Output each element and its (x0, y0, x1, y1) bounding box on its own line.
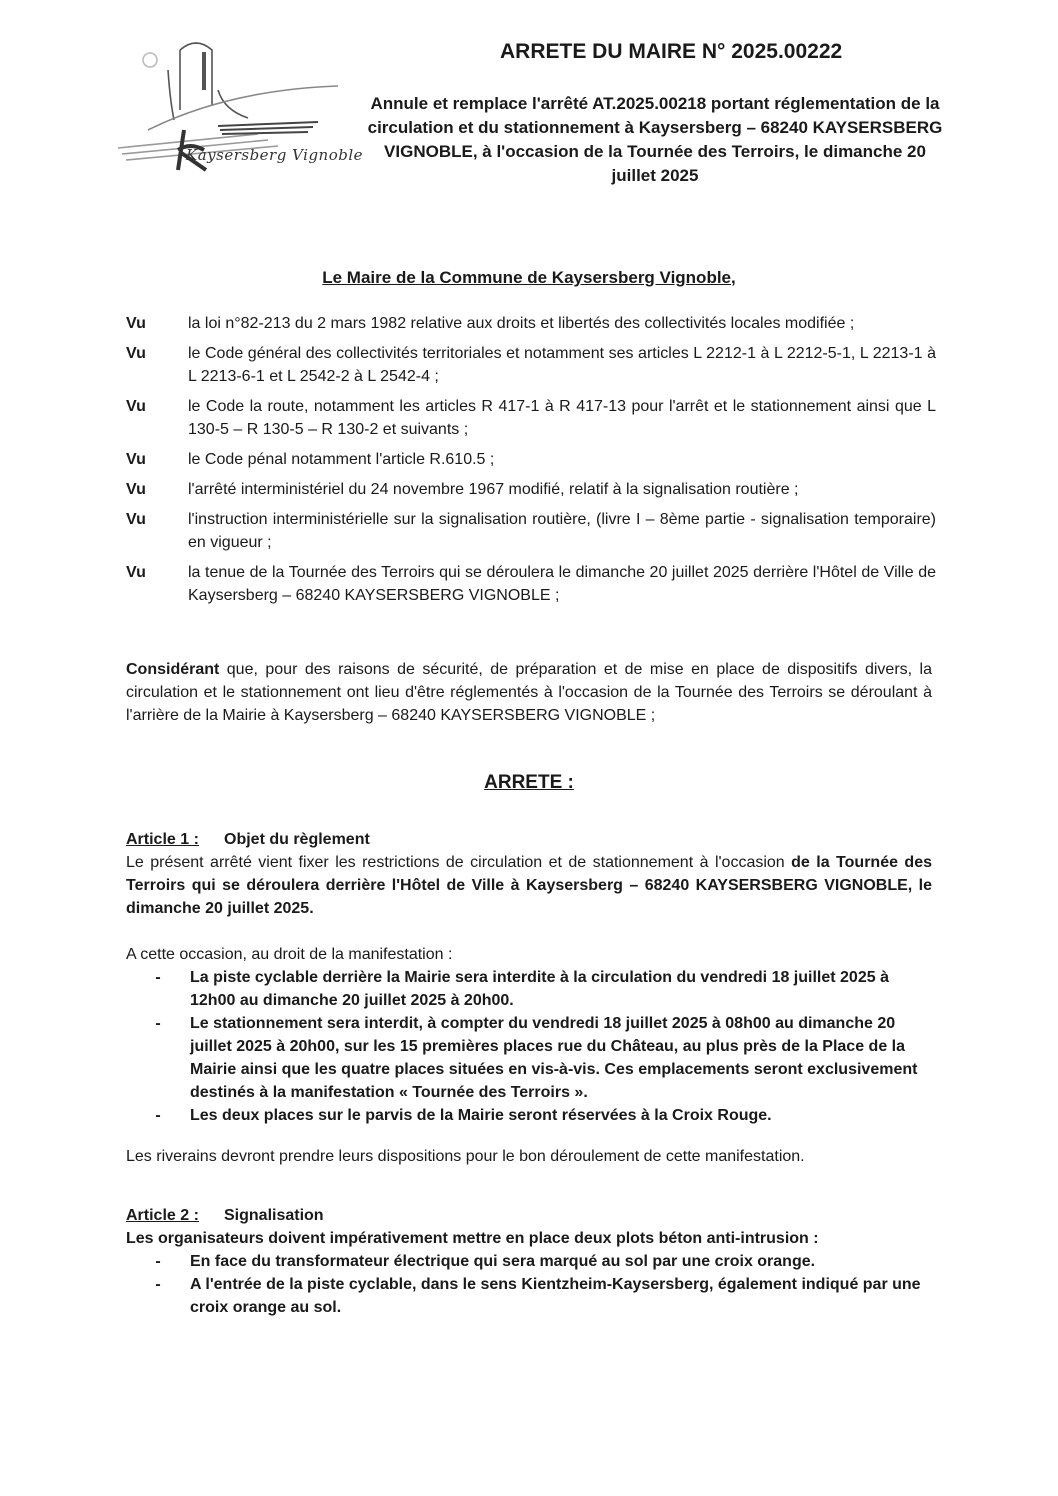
article-2 (126, 1204, 932, 1319)
vu-text: l'instruction interministérielle sur la signalisation routière, (livre I – 8ème partie - signalisation temporaire) en vigueur ; (188, 511, 936, 551)
considerant-paragraph (126, 658, 932, 727)
article-2-number: Article 2 : (126, 1207, 199, 1224)
vu-label: Vu (126, 481, 146, 498)
vu-text: la tenue de la Tournée des Terroirs qui se déroulera le dimanche 20 juillet 2025 derrière l'Hôtel de Ville de Kaysersberg – 68240 KAYSERSBERG VIGNOBLE ; (188, 564, 936, 604)
dash-bullet: - (155, 969, 161, 986)
list-item (126, 1104, 932, 1127)
vu-item (126, 448, 936, 471)
vu-text: le Code la route, notamment les articles R 417-1 à R 417-13 pour l'arrêt et le stationnement ainsi que L 130-5 – R 130-5 – R 130-2 et suivants ; (188, 398, 936, 438)
list-item-text: La piste cyclable derrière la Mairie sera interdite à la circulation du vendredi 18 juillet 2025 à 12h00 au dimanche 20 juillet 2025 à 20h00. (190, 969, 889, 1009)
arrete-heading: ARRETE : (484, 772, 574, 793)
article-1-lead: A cette occasion, au droit de la manifestation : (126, 946, 453, 963)
list-item-text: Le stationnement sera interdit, à compter du vendredi 18 juillet 2025 à 08h00 au dimanche 20 juillet 2025 à 20h00, sur les 15 premières places rue du Château, au plus près de la Place de la Mairie ainsi que les quatre places situées en vis-à-vis. Ces emplacements seront exclusivement destinés à la manifestation « Tournée des Terroirs ». (190, 1015, 918, 1101)
vu-item (126, 312, 936, 335)
logo-text: Kaysersberg Vignoble (186, 146, 364, 164)
vu-label: Vu (126, 398, 146, 415)
vu-label: Vu (126, 345, 146, 362)
vu-text: le Code général des collectivités territoriales et notamment ses articles L 2212-1 à L 2212-5-1, L 2213-1 à L 2213-6-1 et L 2542-2 à L 2542-4 ; (188, 345, 936, 385)
page-title: ARRETE DU MAIRE N° 2025.00222 (500, 40, 843, 63)
article-1-number: Article 1 : (126, 831, 199, 848)
dash-bullet: - (155, 1253, 161, 1270)
vu-text: l'arrêté interministériel du 24 novembre 1967 modifié, relatif à la signalisation routière ; (188, 481, 799, 498)
article-1-list (126, 966, 932, 1127)
vu-label: Vu (126, 564, 146, 581)
vu-text: le Code pénal notamment l'article R.610.5 ; (188, 451, 495, 468)
vu-item (126, 561, 936, 607)
page-subtitle: Annule et remplace l'arrêté AT.2025.00218 portant réglementation de la circulation et du stationnement à Kaysersberg – 68240 KAYSERSBERG VIGNOBLE, à l'occasion de la Tournée des Terroirs, le dimanche 20 juillet 2025 (367, 94, 943, 185)
vu-text: la loi n°82-213 du 2 mars 1982 relative aux droits et libertés des collectivités locales modifiée ; (188, 315, 855, 332)
article-1 (126, 828, 932, 1168)
dash-bullet: - (155, 1107, 161, 1124)
article-2-heading (126, 1204, 932, 1227)
article-2-title: Signalisation (224, 1207, 324, 1224)
article-1-intro-bold: de la Tournée des Terroirs qui se déroulera derrière l'Hôtel de Ville à Kaysersberg – 68240 KAYSERSBERG VIGNOBLE, le dimanche 20 juillet 2025. (126, 854, 933, 917)
vu-item (126, 478, 936, 501)
vu-label: Vu (126, 315, 146, 332)
article-1-intro (126, 851, 932, 920)
dash-bullet: - (155, 1276, 161, 1293)
vu-list (126, 312, 936, 614)
list-item (126, 966, 932, 1012)
maire-heading: Le Maire de la Commune de Kaysersberg Vignoble, (322, 268, 736, 287)
article-1-note: Les riverains devront prendre leurs dispositions pour le bon déroulement de cette manifestation. (126, 1148, 805, 1165)
considerant-lead: Considérant (126, 661, 220, 678)
list-item (126, 1012, 932, 1104)
list-item-text: Les deux places sur le parvis de la Mairie seront réservées à la Croix Rouge. (190, 1107, 772, 1124)
article-2-list (126, 1250, 932, 1319)
dash-bullet: - (155, 1015, 161, 1032)
considerant-text: que, pour des raisons de sécurité, de préparation et de mise en place de dispositifs divers, la circulation et le stationnement ont lieu d'être réglementés à l'occasion de la Tournée des Terroirs se déroulant à l'arrière de la Mairie à Kaysersberg – 68240 KAYSERSBERG VIGNOBLE ; (126, 661, 932, 724)
vu-item (126, 508, 936, 554)
list-item-text: En face du transformateur électrique qui sera marqué au sol par une croix orange. (190, 1253, 816, 1270)
vu-label: Vu (126, 451, 146, 468)
list-item (126, 1273, 932, 1319)
article-1-heading (126, 828, 932, 851)
list-item (126, 1250, 932, 1273)
article-2-lead: Les organisateurs doivent impérativement mettre en place deux plots béton anti-intrusion : (126, 1230, 819, 1247)
article-1-title: Objet du règlement (224, 831, 370, 848)
article-1-intro-text: Le présent arrêté vient fixer les restrictions de circulation et de stationnement à l'occasion (126, 854, 792, 871)
vu-item (126, 342, 936, 388)
vu-label: Vu (126, 511, 146, 528)
vu-item (126, 395, 936, 441)
list-item-text: A l'entrée de la piste cyclable, dans le sens Kientzheim-Kaysersberg, également indiqué par une croix orange au sol. (190, 1276, 921, 1316)
